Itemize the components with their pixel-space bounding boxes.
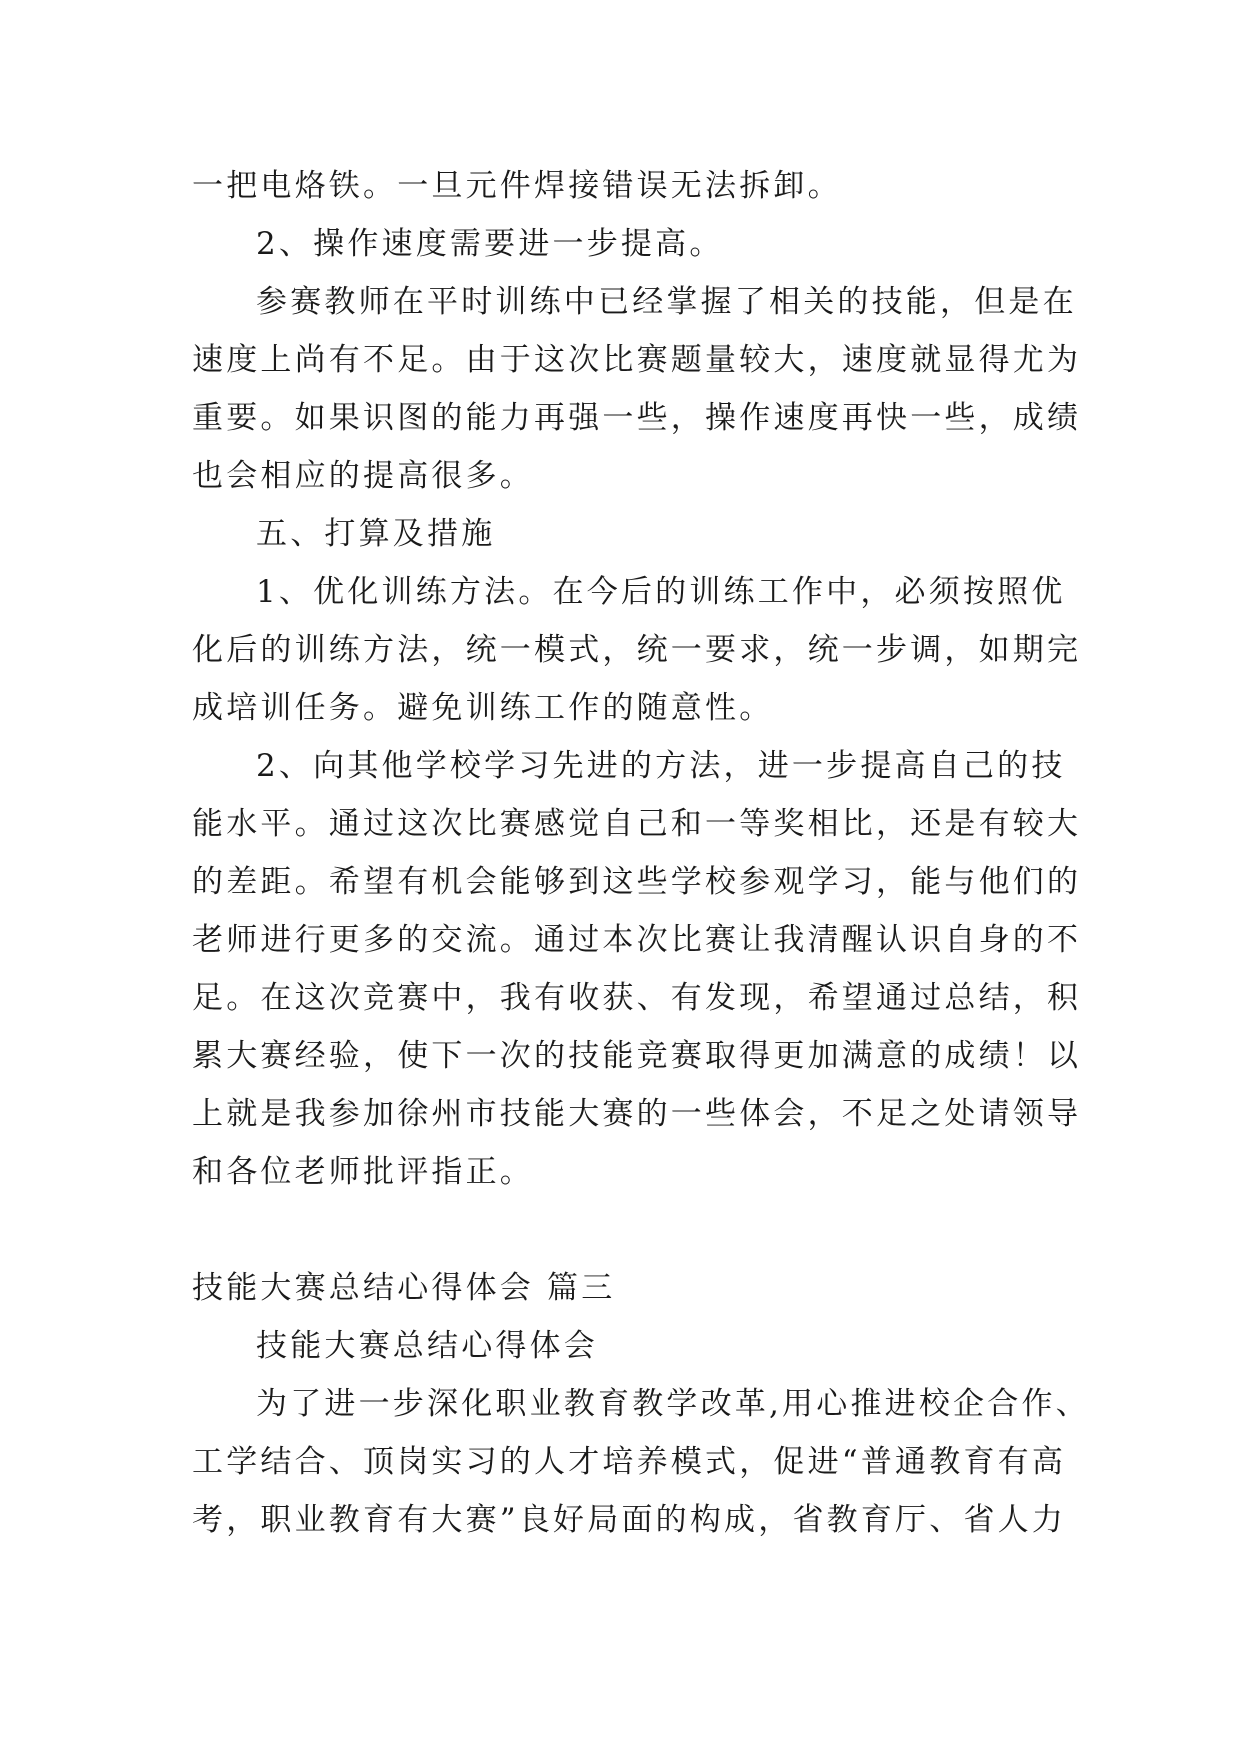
text-line: 工学结合、顶岗实习的人才培养模式，促进“普通教育有高	[192, 1444, 1067, 1480]
text-line: 成培训任务。避免训练工作的随意性。	[192, 690, 774, 726]
text-line: 为了进一步深化职业教育教学改革,用心推进校企合作、	[256, 1386, 1090, 1422]
text-line: 2、向其他学校学习先进的方法，进一步提高自己的技	[256, 748, 1066, 784]
text-line: 2、操作速度需要进一步提高。	[256, 226, 724, 262]
text-line: 的差距。希望有机会能够到这些学校参观学习，能与他们的	[192, 864, 1082, 900]
article-subtitle: 技能大赛总结心得体会	[256, 1328, 598, 1364]
article-title: 技能大赛总结心得体会 篇三	[192, 1270, 616, 1306]
text-line: 和各位老师批评指正。	[192, 1154, 534, 1190]
text-line: 速度上尚有不足。由于这次比赛题量较大，速度就显得尤为	[192, 342, 1082, 378]
text-line: 累大赛经验，使下一次的技能竞赛取得更加满意的成绩！以	[192, 1038, 1082, 1074]
text-line: 1、优化训练方法。在今后的训练工作中，必须按照优	[256, 574, 1066, 610]
text-line: 能水平。通过这次比赛感觉自己和一等奖相比，还是有较大	[192, 806, 1082, 842]
text-line: 化后的训练方法，统一模式，统一要求，统一步调，如期完	[192, 632, 1082, 668]
text-line: 老师进行更多的交流。通过本次比赛让我清醒认识自身的不	[192, 922, 1082, 958]
text-line: 足。在这次竞赛中，我有收获、有发现，希望通过总结，积	[192, 980, 1082, 1016]
text-line: 上就是我参加徐州市技能大赛的一些体会，不足之处请领导	[192, 1096, 1082, 1132]
text-line: 重要。如果识图的能力再强一些，操作速度再快一些，成绩	[192, 400, 1082, 436]
text-line: 也会相应的提高很多。	[192, 458, 534, 494]
text-line: 一把电烙铁。一旦元件焊接错误无法拆卸。	[192, 168, 842, 204]
section-heading: 五、打算及措施	[256, 516, 496, 552]
text-line: 参赛教师在平时训练中已经掌握了相关的技能，但是在	[256, 284, 1077, 320]
text-line: 考，职业教育有大赛”良好局面的构成，省教育厅、省人力	[192, 1502, 1067, 1538]
